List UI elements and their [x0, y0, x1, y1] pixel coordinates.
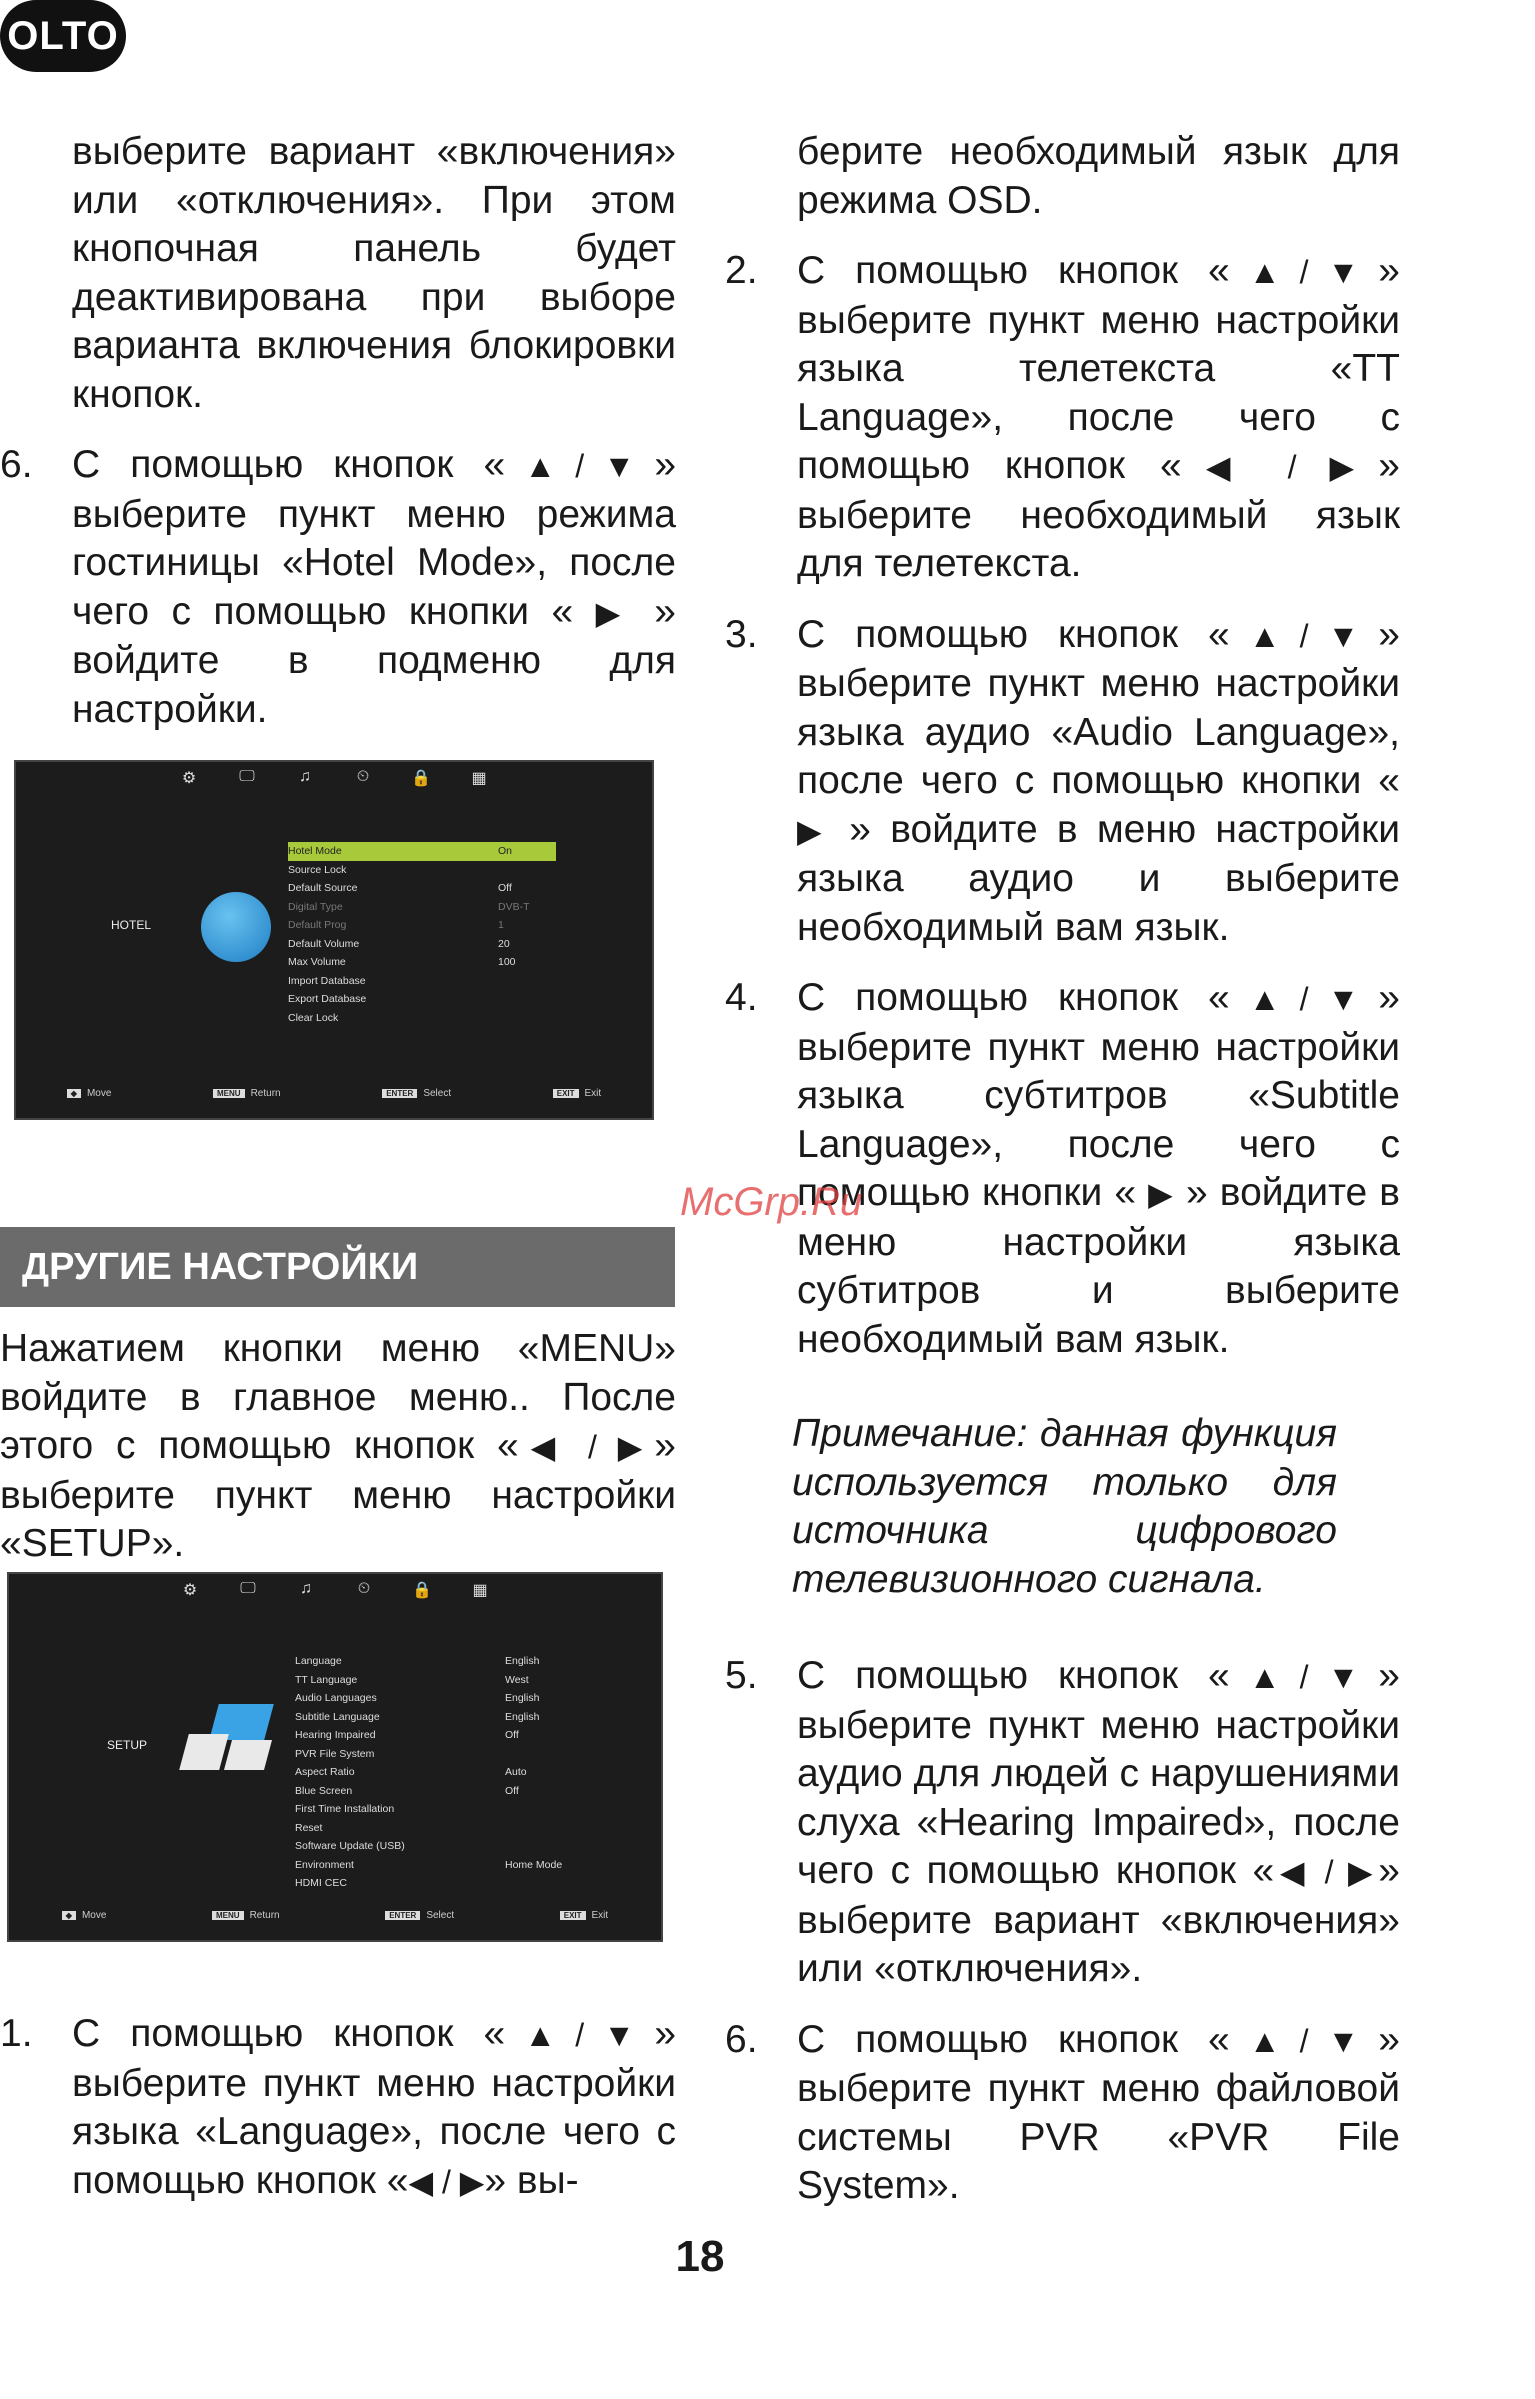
updown-arrows-icon: ▲/▼ — [1229, 981, 1379, 1017]
tv-menu-row-value: English — [505, 1692, 540, 1704]
tv-menu-row — [295, 1874, 575, 1893]
updown-arrows-icon: ▲/▼ — [505, 2017, 655, 2053]
tv-menu-row — [295, 1745, 575, 1764]
remote-key-icon: ENTER — [382, 1089, 417, 1098]
tv-menu-row-label: Aspect Ratio — [295, 1766, 355, 1778]
tv-menu-row-label: Max Volume — [288, 956, 346, 968]
item-text: С помощью кнопок «▲/▼» выберите пункт меню настройки языка аудио «Audio Language», после чего с помощью кнопки « ▶ » войдите в меню настройки языка аудио и выберите необходимый вам язык. — [797, 612, 1401, 949]
tv-menu-tab-icon: 🔒 — [412, 1582, 432, 1599]
tv-footer-hint-label: Return — [250, 1088, 281, 1099]
remote-key-icon: ◆ — [62, 1911, 76, 1920]
tv-menu-row — [295, 1800, 575, 1819]
tv-menu-row — [295, 1689, 575, 1708]
right-item-4 — [725, 974, 1400, 1364]
remote-key-icon: MENU — [212, 1911, 244, 1920]
tv-menu-tab-icon: 🖵 — [240, 1580, 256, 1597]
section-heading: ДРУГИЕ НАСТРОЙКИ — [0, 1227, 675, 1307]
tv-menu-row-label: TT Language — [295, 1673, 358, 1686]
tv-footer-hint-label: Exit — [591, 1910, 609, 1921]
remote-key-icon: EXIT — [560, 1911, 586, 1920]
hotel-icon — [201, 892, 271, 962]
tv-menu-tab-icon: ▦ — [471, 770, 487, 787]
tv-menu-row-value: Off — [505, 1784, 519, 1797]
tv-menu-row — [288, 898, 556, 917]
tv-menu-row — [295, 1708, 575, 1727]
item-number: 5. — [725, 1654, 758, 1697]
brand-logo: OLTO — [0, 0, 126, 72]
left-right-arrows-icon: ◀ / ▶ — [518, 1429, 655, 1465]
left-right-arrows-icon: ◀ / ▶ — [408, 2163, 485, 2200]
tv-footer-hint-label: Move — [86, 1088, 112, 1099]
tv-menu-list — [288, 842, 556, 1027]
updown-arrows-icon: ▲/▼ — [505, 448, 655, 484]
tv-menu-row-value: Off — [498, 882, 512, 894]
tv-top-icon-bar — [9, 1580, 661, 1610]
tv-side-label: SETUP — [107, 1738, 148, 1752]
remote-key-icon: ◆ — [67, 1089, 81, 1098]
tv-menu-row-value: English — [505, 1655, 540, 1667]
right-column — [725, 128, 1400, 2211]
tv-menu-row — [288, 842, 556, 861]
tv-menu-row-value: 100 — [498, 956, 516, 968]
tv-footer-hint — [385, 1910, 454, 1932]
tv-menu-row-value: English — [505, 1710, 540, 1723]
tv-footer-hint — [67, 1088, 112, 1110]
tv-footer-hints — [16, 1088, 652, 1110]
left-section-body — [0, 1325, 676, 1569]
tv-menu-row — [288, 916, 556, 935]
left-intro-text: выберите вариант «включения» или «отключения». При этом кнопочная панель будет деактивирована при выборе варианта включения блокировки кнопок. — [72, 130, 676, 416]
setup-screenshot — [7, 1572, 663, 1942]
tv-menu-row-label: First Time Installation — [295, 1803, 395, 1815]
tv-menu-tab-icon: ▦ — [472, 1582, 488, 1599]
item-number: 6. — [725, 2017, 758, 2061]
tv-menu-row — [288, 972, 556, 991]
tv-menu-row — [295, 1763, 575, 1782]
tv-menu-row-value: 1 — [498, 919, 504, 931]
tv-footer-hint-label: Select — [426, 1910, 455, 1921]
item-number: 6. — [0, 443, 33, 486]
tv-menu-row-label: Environment — [295, 1858, 354, 1871]
tv-menu-row — [295, 1652, 575, 1671]
remote-key-icon: EXIT — [553, 1089, 579, 1098]
updown-arrows-icon: ▲/▼ — [1229, 617, 1379, 654]
note-text: Примечание: данная функция используется только для источника цифрового телевизионного сигнала. — [792, 1412, 1337, 1601]
tv-footer-hint — [212, 1910, 280, 1932]
tv-footer-hint-label: Select — [423, 1088, 452, 1099]
tv-menu-row-label: Clear Lock — [288, 1011, 339, 1024]
tv-menu-tab-icon: ⚙ — [181, 770, 197, 787]
tv-menu-list — [295, 1652, 575, 1893]
tv-footer-hint — [62, 1910, 107, 1932]
tv-footer-hint-label: Exit — [584, 1088, 602, 1099]
tv-menu-row-label: Source Lock — [288, 863, 347, 876]
item-number: 3. — [725, 612, 758, 656]
tv-top-icon-bar — [16, 768, 652, 798]
item-number: 1. — [0, 2012, 33, 2055]
item-text: С помощью кнопок «▲/▼» выберите пункт меню режима гостиницы «Hotel Mode», после чего с помощью кнопки « ▶ » войдите в подменю для настройки. — [72, 443, 677, 731]
tv-menu-row-label: Hearing Impaired — [295, 1729, 376, 1741]
updown-arrows-icon: ▲/▼ — [1229, 1659, 1379, 1695]
tv-menu-row-value: Auto — [505, 1766, 527, 1778]
left-item-1 — [0, 2010, 676, 2206]
tv-footer-hint — [382, 1088, 451, 1110]
right-item-3 — [725, 611, 1400, 953]
tv-side-label: HOTEL — [111, 918, 152, 932]
item-text: С помощью кнопок «▲/▼» выберите пункт меню файловой системы PVR «PVR File System». — [797, 2017, 1400, 2207]
item-number: 4. — [725, 976, 758, 1019]
left-right-arrows-icon: ◀ / ▶ — [1181, 449, 1379, 485]
tv-menu-tab-icon: ⏲ — [356, 768, 370, 785]
tv-menu-tab-icon: 🖵 — [239, 768, 255, 785]
right-item-6 — [725, 2016, 1400, 2211]
tv-menu-row-value: 20 — [498, 937, 510, 950]
right-arrow-icon: ▶ — [797, 812, 831, 849]
tv-menu-row-label: Export Database — [288, 993, 367, 1005]
updown-arrows-icon: ▲/▼ — [1229, 2022, 1379, 2059]
tv-menu-row — [288, 1009, 556, 1028]
tv-menu-tab-icon: ⚙ — [182, 1582, 198, 1599]
tv-menu-row-label: Blue Screen — [295, 1784, 353, 1797]
tv-menu-row-label: HDMI CEC — [295, 1877, 347, 1889]
tv-menu-row — [295, 1837, 575, 1856]
remote-key-icon: ENTER — [385, 1911, 420, 1920]
remote-key-icon: MENU — [213, 1089, 245, 1098]
tv-menu-row-label: Default Prog — [288, 919, 347, 931]
tv-menu-row-label: Hotel Mode — [288, 845, 342, 857]
tv-menu-row — [295, 1726, 575, 1745]
right-item-2 — [725, 247, 1400, 589]
tv-footer-hint — [213, 1088, 281, 1110]
updown-arrows-icon: ▲/▼ — [1229, 254, 1379, 290]
tv-footer-hint-label: Move — [81, 1910, 107, 1921]
tv-footer-hints — [9, 1910, 661, 1932]
tv-menu-row — [295, 1782, 575, 1801]
item-text: С помощью кнопок «▲/▼» выберите пункт меню настройки языка телетекста «TT Language», после чего с помощью кнопок «◀ / ▶» выберите необходимый язык для телетекста. — [797, 249, 1400, 585]
tv-menu-row — [295, 1819, 575, 1838]
tv-menu-row-label: Software Update (USB) — [295, 1840, 405, 1852]
right-arrow-icon: ▶ — [595, 594, 632, 631]
tv-menu-tab-icon: ♫ — [299, 768, 311, 785]
item-text: С помощью кнопок «▲/▼» выберите пункт меню настройки аудио для людей с нарушениями слуха «Hearing Impaired», после чего с помощью кнопок «◀ / ▶» выберите вариант «включения» или «отключения». — [797, 1654, 1400, 1990]
tv-menu-row-label: Subtitle Language — [295, 1710, 380, 1723]
setup-icon — [184, 1704, 274, 1774]
tv-menu-row — [288, 953, 556, 972]
item-number: 2. — [725, 249, 758, 292]
tv-menu-row-value: West — [505, 1673, 529, 1686]
menu-intro-text: Нажатием кнопки меню «MENU» войдите в главное меню.. После этого с помощью кнопок «◀ / ▶» выберите пункт меню настройки «SETUP». — [0, 1327, 676, 1565]
tv-menu-row-value: On — [498, 845, 513, 857]
right-item-5 — [725, 1652, 1400, 1994]
right-arrow-icon: ▶ — [1148, 1176, 1174, 1212]
right-intro-text: берите необходимый язык для режима OSD. — [797, 130, 1400, 222]
tv-menu-row-value: Home Mode — [505, 1858, 563, 1871]
watermark: McGrp.Ru — [680, 1180, 863, 1224]
tv-footer-hint — [560, 1910, 608, 1932]
tv-menu-row — [295, 1671, 575, 1690]
tv-footer-hint-label: Return — [249, 1910, 280, 1921]
tv-menu-row-label: PVR File System — [295, 1747, 375, 1760]
item-text: С помощью кнопок «▲/▼» выберите пункт меню настройки языка «Language», после чего с помощью кнопок «◀ / ▶» вы- — [72, 2012, 677, 2202]
tv-menu-row-label: Import Database — [288, 974, 366, 987]
left-item-1-wrap — [0, 2010, 676, 2206]
tv-menu-row — [288, 935, 556, 954]
page-number: 18 — [675, 2232, 725, 2281]
tv-menu-row-label: Default Source — [288, 882, 358, 894]
tv-menu-row — [288, 861, 556, 880]
tv-menu-row-label: Language — [295, 1655, 342, 1667]
tv-menu-row-value: DVB-T — [498, 900, 530, 913]
tv-menu-tab-icon: ⏲ — [357, 1580, 371, 1597]
tv-footer-hint — [553, 1088, 601, 1110]
tv-menu-row-value: Off — [505, 1729, 519, 1741]
tv-menu-row — [288, 990, 556, 1009]
tv-menu-row — [295, 1856, 575, 1875]
tv-menu-row-label: Reset — [295, 1821, 323, 1834]
tv-menu-row — [288, 879, 556, 898]
tv-menu-row-label: Audio Languages — [295, 1692, 377, 1704]
tv-menu-tab-icon: 🔒 — [411, 770, 431, 787]
left-right-arrows-icon: ◀ / ▶ — [1274, 1854, 1379, 1890]
left-item-6 — [0, 441, 676, 734]
tv-menu-tab-icon: ♫ — [300, 1580, 312, 1597]
item-text: С помощью кнопок «▲/▼» выберите пункт меню настройки языка субтитров «Subtitle Language», после чего с помощью кнопки « ▶ » войдите в меню настройки языка субтитров и выберите необходимый вам язык. — [797, 976, 1400, 1361]
left-column — [0, 128, 676, 734]
tv-menu-row-label: Default Volume — [288, 937, 360, 950]
hotel-mode-screenshot — [14, 760, 654, 1120]
tv-menu-row-label: Digital Type — [288, 900, 343, 913]
